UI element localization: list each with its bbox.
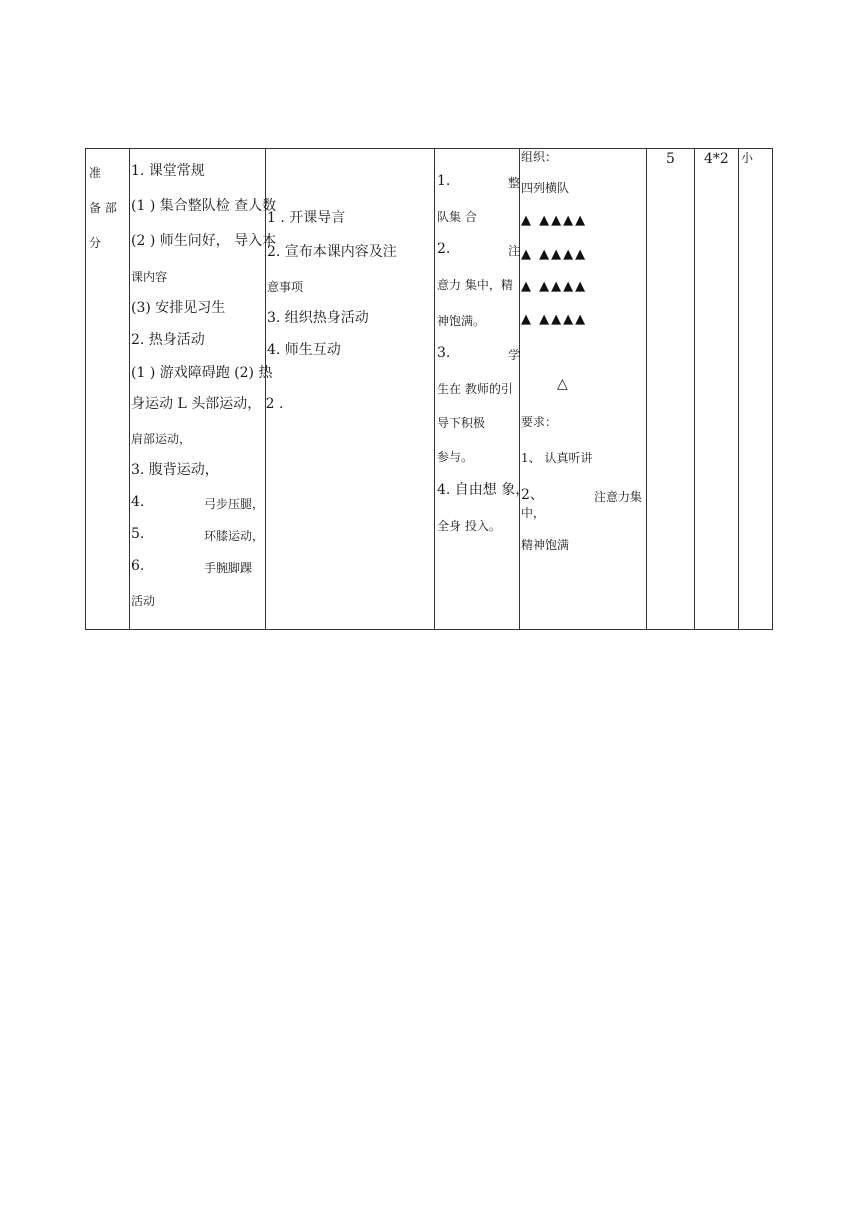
student-activity-line: 意力 集中，精 [437,278,513,292]
content-line: (1 ) 游戏障碍跑 (2) 热 [131,365,273,381]
teacher-activity-line: 3. 组织热身活动 [267,310,369,326]
student-activity-line: 学 [508,348,521,362]
requirements-label: 要求： [521,415,558,429]
student-activity-line: 生在 教师的引 [437,382,513,396]
student-activity-line: 队集 合 [437,210,477,224]
student-activity-line: 参与。 [437,450,474,464]
content-line: 弓步压腿， [204,497,265,511]
student-activity-line: 注 [508,244,521,258]
requirement-line: 1、 认真听讲 [521,451,593,465]
lesson-table [85,148,773,630]
formation-row: ▲ ▲▲▲▲ [521,247,588,262]
content-line: 6. [131,558,145,574]
student-activity-line: 2. [437,241,451,257]
column-divider [129,148,130,630]
teacher-activity-line: 2. 宣布本课内容及注 [267,244,397,260]
student-activity-line: 整 [508,176,521,190]
content-line: 5. [131,526,145,542]
content-line: (3) 安排见习生 [131,300,226,316]
section-name-line: 准 [89,166,102,180]
content-line: (2 ) 师生问好， 导入本 [131,233,277,249]
column-divider [738,148,739,630]
teacher-activity-line: 1 . 开课导言 [267,210,346,226]
column-divider [694,148,695,630]
requirement-line: 精神饱满 [521,538,570,552]
content-line: 2. 热身活动 [131,332,205,348]
student-activity-line: 全身 投入。 [437,519,501,533]
time-value: 5 [666,151,675,167]
column-divider [646,148,647,630]
requirement-line: 中， [521,506,546,520]
content-line: 活动 [131,594,156,608]
student-activity-line: 1. [437,173,451,189]
content-line: 3. 腹背运动， [131,462,219,478]
formation-row: ▲ ▲▲▲▲ [521,213,588,228]
intensity-value: 小 [741,151,754,165]
content-line: 4. [131,494,145,510]
content-line: (1 ) 集合整队检 查人数 [131,198,277,214]
section-name-line: 分 [89,236,102,250]
formation-row: ▲ ▲▲▲▲ [521,279,588,294]
student-activity-line: 导下积极 [437,416,486,430]
column-divider [519,148,520,630]
content-line: 环膝运动， [204,529,265,543]
requirement-line: 2、 [521,487,544,503]
content-line: 手腕脚踝 [204,561,253,575]
teacher-position-icon: △ [557,376,568,392]
section-name-line: 备 部 [89,201,117,215]
column-divider [265,148,266,630]
repetition-value: 4*2 [704,151,729,167]
formation-text: 四列横队 [521,181,570,195]
content-line: 身运动 L 头部运动， 2 . [131,396,284,412]
teacher-activity-line: 4. 师生互动 [267,342,341,358]
formation-row: ▲ ▲▲▲▲ [521,312,588,327]
column-divider [434,148,435,630]
student-activity-line: 神饱满。 [437,314,486,328]
teacher-activity-line: 意事项 [267,280,304,294]
student-activity-line: 3. [437,345,451,361]
content-line: 1. 课堂常规 [131,163,205,179]
content-line: 肩部运动， [131,432,192,446]
student-activity-line: 4. 自由想 象， [437,482,530,498]
organization-label: 组织： [521,150,558,164]
content-line: 课内容 [131,270,168,284]
requirement-line: 注意力集 [594,490,643,504]
